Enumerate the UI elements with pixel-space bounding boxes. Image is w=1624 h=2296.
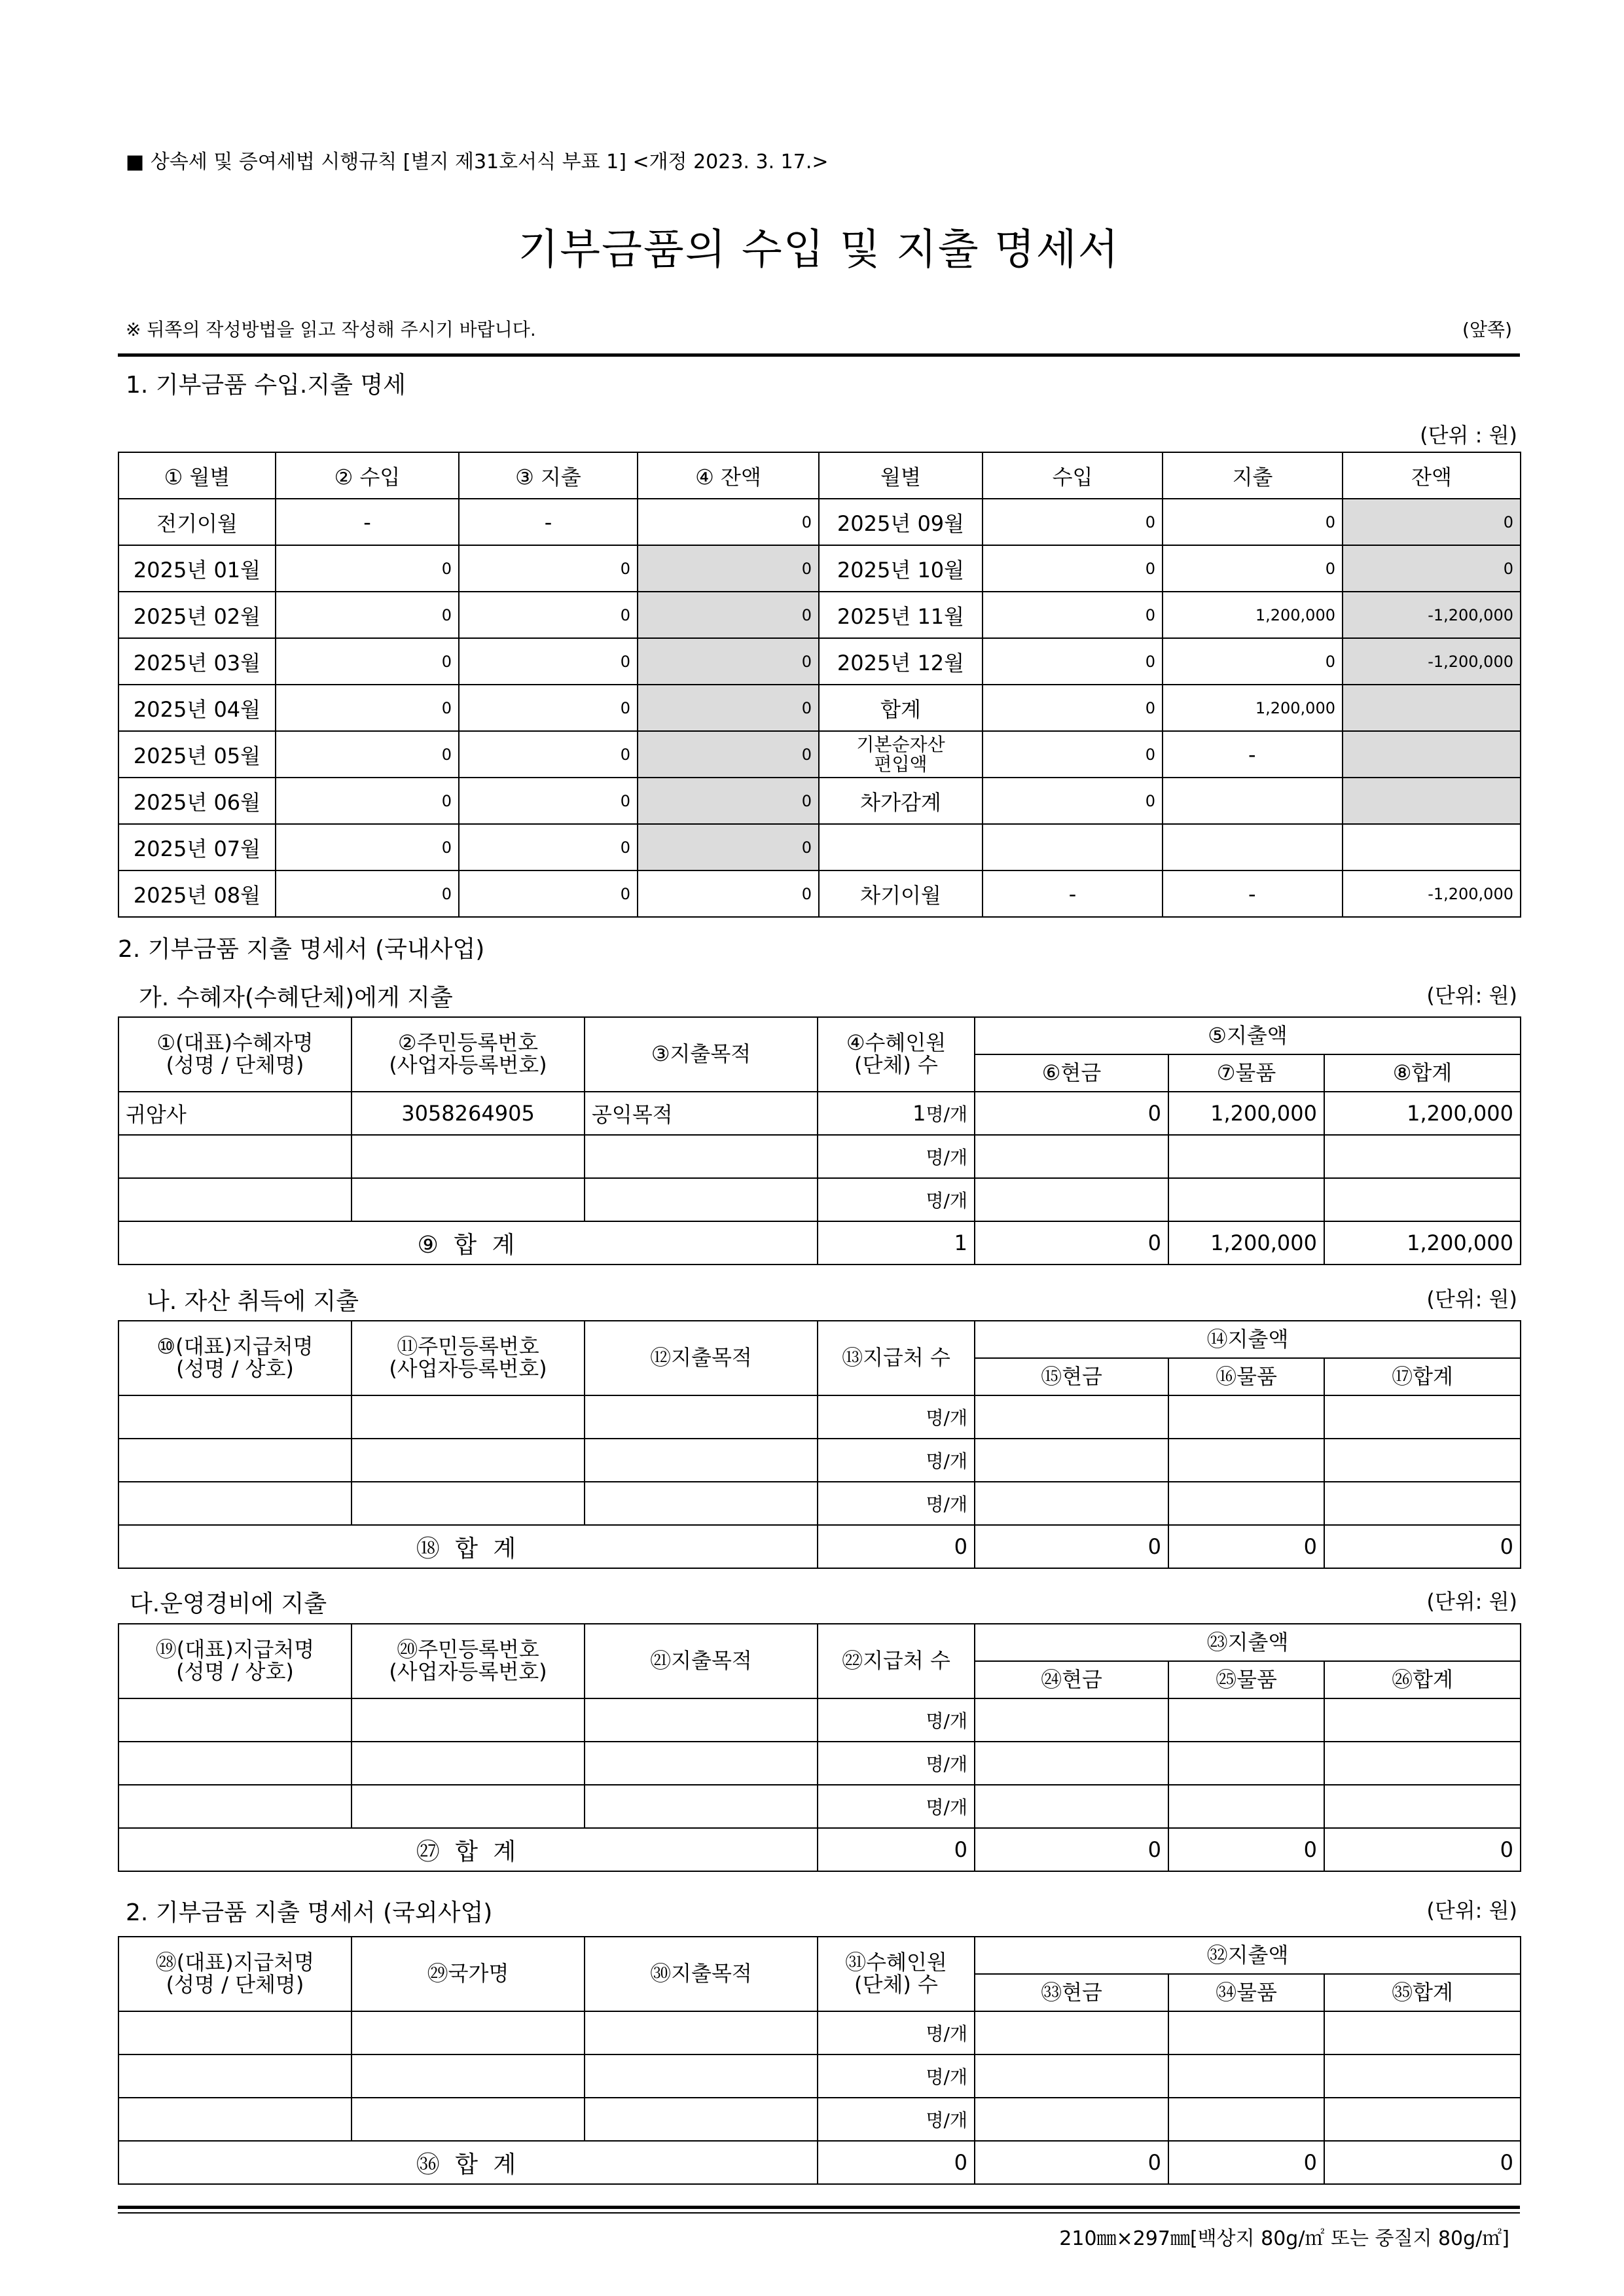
column-header: ①(대표)수혜자명 (성명 / 단체명) <box>118 1017 352 1092</box>
column-header: ㉘(대표)지급처명 (성명 / 단체명) <box>118 1937 352 2011</box>
column-header: ⑬지급처 수 <box>818 1321 975 1395</box>
table-row <box>118 499 1521 545</box>
amount-cell: 0 <box>638 685 819 731</box>
sum-label: ⑨ 합 계 <box>118 1221 818 1265</box>
section2-ga-unit: (단위: 원) <box>1426 983 1517 1008</box>
amount-cell: 0 <box>459 870 638 917</box>
section2-title: 2. 기부금품 지출 명세서 (국내사업) <box>118 936 485 963</box>
expense-purpose <box>585 1785 818 1828</box>
count-cell <box>818 1439 975 1482</box>
recipient-name: 귀암사 <box>118 1092 352 1135</box>
sum-count: 0 <box>818 2141 975 2184</box>
amount-cell: 0 <box>276 638 459 685</box>
section3-unit: (단위: 원) <box>1426 1898 1517 1923</box>
amount-cell <box>1343 731 1521 778</box>
column-header: ⑭지출액 <box>975 1321 1521 1358</box>
amount-cell: 0 <box>983 592 1163 638</box>
column-header: ⑩(대표)지급처명 (성명 / 상호) <box>118 1321 352 1395</box>
cash-amount <box>975 1178 1168 1221</box>
total-amount <box>1324 1178 1521 1221</box>
amount-cell <box>1343 685 1521 731</box>
table-row <box>118 592 1521 638</box>
sum-total: 0 <box>1324 1828 1521 1871</box>
total-amount <box>1324 2098 1521 2141</box>
sum-total: 0 <box>1324 2141 1521 2184</box>
column-header: 잔액 <box>1343 452 1521 499</box>
goods-amount <box>1168 1395 1324 1439</box>
amount-cell: 0 <box>1163 499 1343 545</box>
month-label: 2025년 02월 <box>118 592 276 638</box>
column-header: ⑯물품 <box>1168 1358 1324 1395</box>
amount-cell: 0 <box>459 638 638 685</box>
overseas-table <box>118 1936 1521 2185</box>
sum-count: 0 <box>818 1828 975 1871</box>
amount-cell: 0 <box>276 870 459 917</box>
registration-number <box>352 2011 585 2054</box>
column-header: 수입 <box>983 452 1163 499</box>
section2-da-title: 다.운영경비에 지출 <box>130 1590 327 1617</box>
form-title: 기부금품의 수입 및 지출 명세서 <box>518 226 1120 274</box>
amount-cell: 0 <box>459 778 638 824</box>
registration-number <box>352 1395 585 1439</box>
amount-cell <box>983 824 1163 870</box>
goods-amount <box>1168 1439 1324 1482</box>
amount-cell: 0 <box>1163 545 1343 592</box>
section3-title: 2. 기부금품 지출 명세서 (국외사업) <box>126 1899 493 1926</box>
count-unit: 명/개 <box>926 1450 967 1472</box>
cash-amount <box>975 1395 1168 1439</box>
table-row <box>118 778 1521 824</box>
recipient-name <box>118 1439 352 1482</box>
expense-purpose <box>585 1742 818 1785</box>
column-header: ⑧합계 <box>1324 1054 1521 1092</box>
recipient-name <box>118 1135 352 1178</box>
page-side-label: (앞쪽) <box>1462 319 1512 340</box>
column-header: ⑪주민등록번호 (사업자등록번호) <box>352 1321 585 1395</box>
total-amount <box>1324 1482 1521 1525</box>
month-label: 2025년 06월 <box>118 778 276 824</box>
amount-cell: 0 <box>983 685 1163 731</box>
month-label: 2025년 07월 <box>118 824 276 870</box>
amount-cell: 0 <box>638 870 819 917</box>
amount-cell: 0 <box>459 824 638 870</box>
count-unit: 명/개 <box>926 1190 967 1211</box>
column-header: ㉝현금 <box>975 1974 1168 2011</box>
month-label: 2025년 04월 <box>118 685 276 731</box>
cash-amount <box>975 1698 1168 1742</box>
cash-amount <box>975 2011 1168 2054</box>
table-row <box>118 1698 1521 1742</box>
table-row <box>118 824 1521 870</box>
month-label <box>819 824 983 870</box>
na-asset-table <box>118 1320 1521 1569</box>
month-label: 차가감계 <box>819 778 983 824</box>
column-header: ㉛수혜인원 (단체) 수 <box>818 1937 975 2011</box>
sum-goods: 0 <box>1168 1525 1324 1568</box>
total-amount: 1,200,000 <box>1324 1092 1521 1135</box>
total-amount <box>1324 1395 1521 1439</box>
amount-cell: 1,200,000 <box>1163 592 1343 638</box>
month-label: 2025년 03월 <box>118 638 276 685</box>
count-cell <box>818 1135 975 1178</box>
recipient-name <box>118 1742 352 1785</box>
section2-da-unit: (단위: 원) <box>1426 1589 1517 1614</box>
sum-label: ㊱ 합 계 <box>118 2141 818 2184</box>
goods-amount <box>1168 1698 1324 1742</box>
goods-amount <box>1168 2054 1324 2098</box>
column-header: ⑮현금 <box>975 1358 1168 1395</box>
table-row <box>118 1178 1521 1221</box>
count-unit: 명/개 <box>926 1494 967 1515</box>
sum-row <box>118 2141 1521 2184</box>
registration-number <box>352 1135 585 1178</box>
cash-amount <box>975 2098 1168 2141</box>
cash-amount <box>975 1135 1168 1178</box>
amount-cell <box>1163 824 1343 870</box>
amount-cell: 0 <box>459 592 638 638</box>
column-header: ③지출목적 <box>585 1017 818 1092</box>
count-cell <box>818 1178 975 1221</box>
amount-cell: - <box>276 499 459 545</box>
sum-cash: 0 <box>975 2141 1168 2184</box>
recipient-name <box>118 1698 352 1742</box>
amount-cell: 0 <box>638 638 819 685</box>
column-header: ㉟합계 <box>1324 1974 1521 2011</box>
sum-goods: 0 <box>1168 2141 1324 2184</box>
sum-cash: 0 <box>975 1525 1168 1568</box>
total-amount <box>1324 2054 1521 2098</box>
expense-purpose <box>585 2054 818 2098</box>
goods-amount <box>1168 1742 1324 1785</box>
month-label: 2025년 11월 <box>819 592 983 638</box>
column-header: ① 월별 <box>118 452 276 499</box>
column-header: ⑥현금 <box>975 1054 1168 1092</box>
column-header: ㉞물품 <box>1168 1974 1324 2011</box>
table-row <box>118 2011 1521 2054</box>
cash-amount <box>975 2054 1168 2098</box>
amount-cell <box>1343 778 1521 824</box>
sum-total: 1,200,000 <box>1324 1221 1521 1265</box>
column-header: ㉕물품 <box>1168 1661 1324 1698</box>
month-label: 기본순자산 편입액 <box>819 731 983 778</box>
amount-cell: 0 <box>638 545 819 592</box>
amount-cell: - <box>1163 870 1343 917</box>
count-value: 1 <box>912 1101 926 1126</box>
column-header: ⑦물품 <box>1168 1054 1324 1092</box>
amount-cell: 0 <box>983 545 1163 592</box>
amount-cell: -1,200,000 <box>1343 870 1521 917</box>
table-row <box>118 638 1521 685</box>
table-row <box>118 1092 1521 1135</box>
amount-cell: - <box>459 499 638 545</box>
count-unit: 명/개 <box>926 2109 967 2131</box>
count-unit: 명/개 <box>926 1797 967 1818</box>
month-label: 전기이월 <box>118 499 276 545</box>
expense-purpose <box>585 2098 818 2141</box>
amount-cell: 0 <box>1343 545 1521 592</box>
amount-cell: 0 <box>276 824 459 870</box>
expense-purpose <box>585 1395 818 1439</box>
expense-purpose <box>585 1698 818 1742</box>
amount-cell <box>1343 824 1521 870</box>
table-row <box>118 731 1521 778</box>
sum-goods: 1,200,000 <box>1168 1221 1324 1265</box>
month-label: 차기이월 <box>819 870 983 917</box>
column-header: ④수혜인원 (단체) 수 <box>818 1017 975 1092</box>
section1-title: 1. 기부금품 수입.지출 명세 <box>126 372 406 399</box>
column-header: ②주민등록번호 (사업자등록번호) <box>352 1017 585 1092</box>
header-row <box>118 1321 1521 1358</box>
law-reference: ■ 상속세 및 증여세법 시행규칙 [별지 제31호서식 부표 1] <개정 2023. 3. 17.> <box>126 151 829 173</box>
section1-unit: (단위 : 원) <box>1420 423 1517 448</box>
amount-cell: 0 <box>638 592 819 638</box>
column-header: ㉙국가명 <box>352 1937 585 2011</box>
table-row <box>118 1395 1521 1439</box>
cash-amount <box>975 1785 1168 1828</box>
registration-number <box>352 2054 585 2098</box>
amount-cell: 0 <box>983 731 1163 778</box>
total-amount <box>1324 1135 1521 1178</box>
total-amount <box>1324 1698 1521 1742</box>
goods-amount <box>1168 1178 1324 1221</box>
total-amount <box>1324 1742 1521 1785</box>
da-operating-table <box>118 1623 1521 1872</box>
amount-cell: 0 <box>459 545 638 592</box>
sum-cash: 0 <box>975 1221 1168 1265</box>
section2-na-unit: (단위: 원) <box>1426 1287 1517 1312</box>
bottom-rule-thin <box>118 2212 1520 2214</box>
amount-cell: 0 <box>638 778 819 824</box>
amount-cell: -1,200,000 <box>1343 592 1521 638</box>
registration-number <box>352 1178 585 1221</box>
amount-cell: 0 <box>276 685 459 731</box>
header-row <box>118 1624 1521 1661</box>
count-cell <box>818 1698 975 1742</box>
header-row <box>118 1017 1521 1054</box>
section2-na-title: 나. 자산 취득에 지출 <box>147 1288 359 1315</box>
count-unit: 명/개 <box>926 1407 967 1429</box>
sum-goods: 0 <box>1168 1828 1324 1871</box>
column-header: ㉔현금 <box>975 1661 1168 1698</box>
count-cell <box>818 1785 975 1828</box>
amount-cell: - <box>1163 731 1343 778</box>
amount-cell: - <box>983 870 1163 917</box>
registration-number <box>352 1785 585 1828</box>
amount-cell: 0 <box>459 731 638 778</box>
expense-purpose <box>585 1482 818 1525</box>
goods-amount <box>1168 1135 1324 1178</box>
count-unit: 명/개 <box>926 2066 967 2088</box>
goods-amount <box>1168 2011 1324 2054</box>
registration-number <box>352 1742 585 1785</box>
column-header: ㉚지출목적 <box>585 1937 818 2011</box>
column-header: 월별 <box>819 452 983 499</box>
recipient-name <box>118 1482 352 1525</box>
expense-purpose <box>585 1178 818 1221</box>
paper-spec: 210㎜×297㎜[백상지 80g/㎡ 또는 중질지 80g/㎡] <box>1059 2227 1509 2250</box>
table-row <box>118 545 1521 592</box>
table-row <box>118 685 1521 731</box>
expense-purpose <box>585 1135 818 1178</box>
cash-amount <box>975 1482 1168 1525</box>
column-header: ㉜지출액 <box>975 1937 1521 1974</box>
recipient-name <box>118 1395 352 1439</box>
instruction-note: ※ 뒤쪽의 작성방법을 읽고 작성해 주시기 바랍니다. <box>126 319 536 340</box>
amount-cell: 0 <box>983 778 1163 824</box>
table-row <box>118 1482 1521 1525</box>
count-unit: 명/개 <box>926 2023 967 2045</box>
amount-cell: 1,200,000 <box>1163 685 1343 731</box>
amount-cell: 0 <box>276 592 459 638</box>
column-header: ㉑지출목적 <box>585 1624 818 1698</box>
table-row <box>118 2098 1521 2141</box>
total-amount <box>1324 1785 1521 1828</box>
recipient-name <box>118 1785 352 1828</box>
table-row <box>118 1785 1521 1828</box>
amount-cell <box>1163 778 1343 824</box>
registration-number <box>352 1439 585 1482</box>
column-header: ② 수입 <box>276 452 459 499</box>
sum-row <box>118 1828 1521 1871</box>
expense-purpose: 공익목적 <box>585 1092 818 1135</box>
goods-amount: 1,200,000 <box>1168 1092 1324 1135</box>
amount-cell: 0 <box>983 638 1163 685</box>
column-header: ⑤지출액 <box>975 1017 1521 1054</box>
count-cell <box>818 1482 975 1525</box>
recipient-name <box>118 2098 352 2141</box>
total-amount <box>1324 2011 1521 2054</box>
count-cell <box>818 2054 975 2098</box>
month-label: 2025년 05월 <box>118 731 276 778</box>
amount-cell: 0 <box>638 731 819 778</box>
sum-row <box>118 1221 1521 1265</box>
amount-cell: 0 <box>276 545 459 592</box>
table-row <box>118 1742 1521 1785</box>
count-cell <box>818 1395 975 1439</box>
cash-amount <box>975 1439 1168 1482</box>
total-amount <box>1324 1439 1521 1482</box>
expense-purpose <box>585 1439 818 1482</box>
month-label: 2025년 01월 <box>118 545 276 592</box>
cash-amount: 0 <box>975 1092 1168 1135</box>
top-rule <box>118 353 1520 357</box>
count-cell <box>818 2011 975 2054</box>
section2-ga-title: 가. 수혜자(수혜단체)에게 지출 <box>139 984 453 1011</box>
column-header: ㉖합계 <box>1324 1661 1521 1698</box>
registration-number <box>352 1482 585 1525</box>
amount-cell: 0 <box>983 499 1163 545</box>
table-row <box>118 870 1521 917</box>
recipient-name <box>118 2011 352 2054</box>
sum-count: 0 <box>818 1525 975 1568</box>
registration-number <box>352 2098 585 2141</box>
table-row <box>118 2054 1521 2098</box>
count-cell <box>818 1742 975 1785</box>
amount-cell: 0 <box>1163 638 1343 685</box>
amount-cell: 0 <box>459 685 638 731</box>
count-cell <box>818 1092 975 1135</box>
column-header: ④ 잔액 <box>638 452 819 499</box>
column-header: ⑲(대표)지급처명 (성명 / 상호) <box>118 1624 352 1698</box>
sum-label: ㉗ 합 계 <box>118 1828 818 1871</box>
cash-amount <box>975 1742 1168 1785</box>
table-row <box>118 1135 1521 1178</box>
amount-cell: 0 <box>1343 499 1521 545</box>
column-header: ⑳주민등록번호 (사업자등록번호) <box>352 1624 585 1698</box>
count-unit: 명/개 <box>926 1753 967 1775</box>
ga-recipient-table <box>118 1016 1521 1265</box>
month-label: 2025년 08월 <box>118 870 276 917</box>
month-label: 2025년 12월 <box>819 638 983 685</box>
goods-amount <box>1168 2098 1324 2141</box>
count-unit: 명/개 <box>926 1103 967 1125</box>
registration-number <box>352 1698 585 1742</box>
income-expense-table <box>118 452 1521 918</box>
sum-label: ⑱ 합 계 <box>118 1525 818 1568</box>
table-header-row <box>118 452 1521 499</box>
amount-cell: 0 <box>638 824 819 870</box>
column-header: ⑰합계 <box>1324 1358 1521 1395</box>
recipient-name <box>118 2054 352 2098</box>
recipient-name <box>118 1178 352 1221</box>
header-row <box>118 1937 1521 1974</box>
month-label: 2025년 09월 <box>819 499 983 545</box>
amount-cell: 0 <box>276 778 459 824</box>
count-cell <box>818 2098 975 2141</box>
count-unit: 명/개 <box>926 1710 967 1732</box>
goods-amount <box>1168 1785 1324 1828</box>
sum-cash: 0 <box>975 1828 1168 1871</box>
goods-amount <box>1168 1482 1324 1525</box>
amount-cell: -1,200,000 <box>1343 638 1521 685</box>
column-header: ⑫지출목적 <box>585 1321 818 1395</box>
column-header: ㉒지급처 수 <box>818 1624 975 1698</box>
column-header: 지출 <box>1163 452 1343 499</box>
column-header: ㉓지출액 <box>975 1624 1521 1661</box>
registration-number: 3058264905 <box>352 1092 585 1135</box>
sum-count: 1 <box>818 1221 975 1265</box>
month-label: 합계 <box>819 685 983 731</box>
bottom-rule <box>118 2206 1520 2209</box>
count-unit: 명/개 <box>926 1147 967 1168</box>
table-row <box>118 1439 1521 1482</box>
month-label: 2025년 10월 <box>819 545 983 592</box>
amount-cell: 0 <box>276 731 459 778</box>
expense-purpose <box>585 2011 818 2054</box>
amount-cell: 0 <box>638 499 819 545</box>
sum-row <box>118 1525 1521 1568</box>
column-header: ③ 지출 <box>459 452 638 499</box>
sum-total: 0 <box>1324 1525 1521 1568</box>
